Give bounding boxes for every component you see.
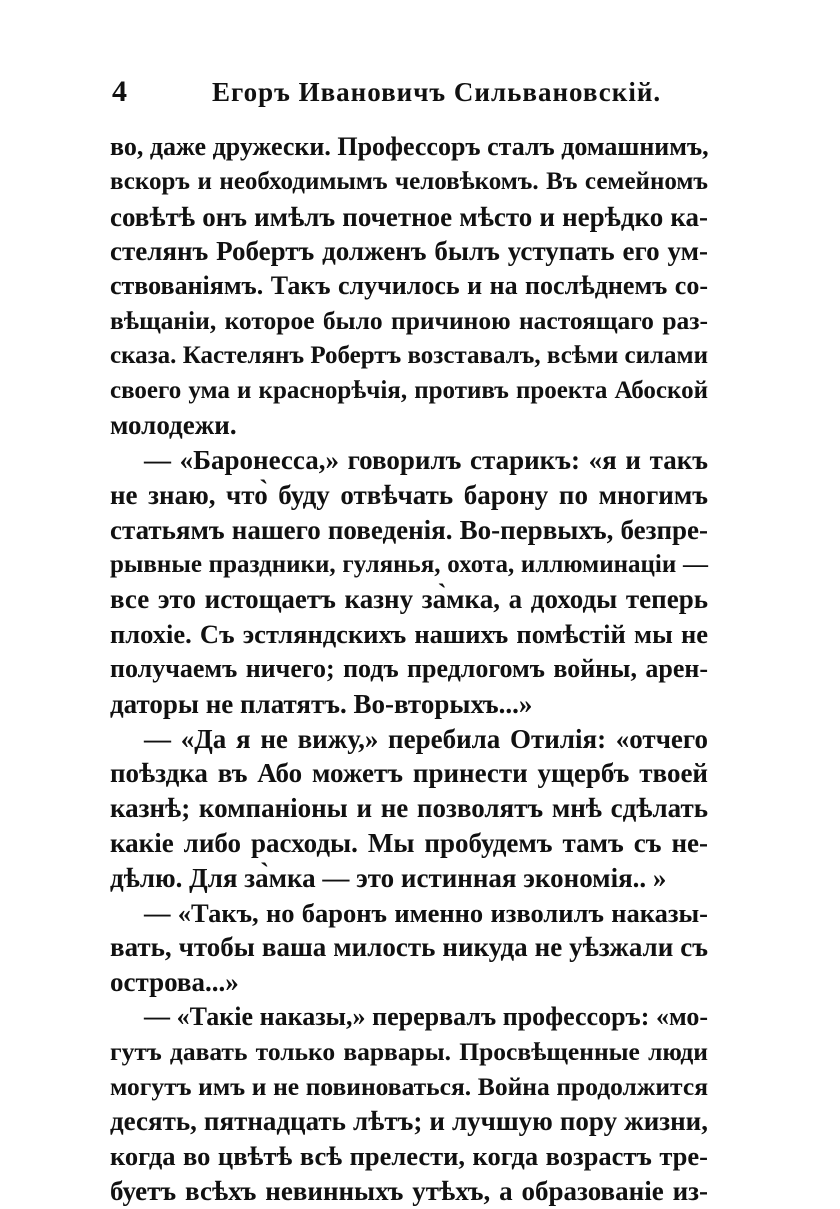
text-line: во, даже дружески. Профессоръ сталъ домашнимъ, bbox=[110, 132, 709, 161]
page-header bbox=[112, 72, 712, 112]
text-line: острова...» bbox=[110, 967, 239, 998]
page-number: 4 bbox=[112, 75, 127, 108]
text-line: вскоръ и необходимымъ человѣкомъ. Въ семейномъ bbox=[110, 167, 708, 195]
text-line: когда во цвѣтѣ всѣ прелести, когда возрастъ тре- bbox=[110, 1141, 708, 1172]
text-line: своего ума и краснорѣчія, противъ проекта Абоской bbox=[110, 376, 708, 404]
text-line: плохіе. Съ эстляндскихъ нашихъ помѣстій мы не bbox=[110, 619, 708, 650]
text-line: все это истощаетъ казну за̀мка, а доходы теперь bbox=[110, 584, 708, 615]
text-line: вѣщаніи, которое было причиною настоящаго раз- bbox=[110, 305, 708, 335]
text-line: статьямъ нашего поведенія. Во-первыхъ, безпре- bbox=[110, 514, 708, 545]
text-line: ствованіямъ. Такъ случилось и на послѣднемъ со- bbox=[110, 271, 708, 301]
text-line: десять, пятнадцать лѣтъ; и лучшую пору жизни, bbox=[110, 1106, 708, 1137]
text-line: совѣтѣ онъ имѣлъ почетное мѣсто и нерѣдко ка- bbox=[110, 201, 708, 232]
text-line: молодежи. bbox=[110, 410, 237, 441]
text-line: вать, чтобы ваша милость никуда не уѣзжали съ bbox=[110, 932, 708, 963]
text-line: гутъ давать только варвары. Просвѣщенные люди bbox=[110, 1036, 708, 1066]
text-line: буетъ всѣхъ невинныхъ утѣхъ, а образованіе из- bbox=[110, 1175, 708, 1206]
text-line: — «Такъ, но баронъ именно изволилъ наказы- bbox=[144, 897, 708, 928]
text-line: казнѣ; компаніоны и не позволятъ мнѣ сдѣлать bbox=[110, 793, 708, 824]
text-line: какіе либо расходы. Мы пробудемъ тамъ съ не- bbox=[110, 827, 708, 858]
text-line: дѣлю. Для за̀мка — это истинная экономія.. » bbox=[110, 862, 667, 893]
text-line: — «Баронесса,» говорилъ старикъ: «я и такъ bbox=[144, 445, 708, 476]
text-line: рывные праздники, гулянья, охота, иллюминаціи — bbox=[110, 550, 708, 578]
running-head: Егоръ Ивановичъ Сильвановскій. bbox=[212, 77, 662, 107]
text-line: получаемъ ничего; подъ предлогомъ войны, арен- bbox=[110, 653, 708, 683]
text-line: могутъ имъ и не повиноваться. Война продолжится bbox=[110, 1071, 708, 1101]
text-line: — «Да я не вижу,» перебила Отилія: «отчего bbox=[144, 723, 708, 754]
text-line: стелянъ Робертъ долженъ былъ уступать его ум- bbox=[110, 236, 708, 267]
text-line: поѣздка въ Або можетъ принести ущербъ твоей bbox=[110, 758, 708, 789]
text-line: даторы не платятъ. Во-вторыхъ...» bbox=[110, 688, 533, 719]
text-line: не знаю, что̀ буду отвѣчать барону по многимъ bbox=[110, 479, 708, 510]
body-text bbox=[110, 130, 708, 1209]
text-line: сказа. Кастелянъ Робертъ возставалъ, всѣми силами bbox=[110, 341, 708, 369]
text-line: — «Такіе наказы,» перервалъ профессоръ: «мо- bbox=[144, 1001, 708, 1031]
